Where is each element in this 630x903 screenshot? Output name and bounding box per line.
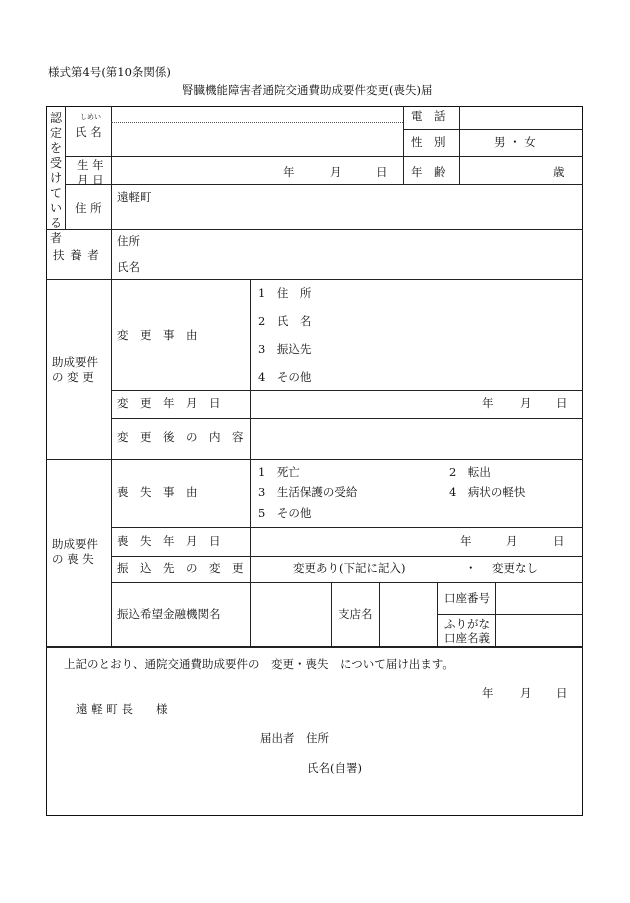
account-name-label-2: 口座名義 bbox=[444, 631, 490, 645]
age-label: 年 齢 bbox=[411, 165, 446, 179]
change-reason-option[interactable]: 4 その他 bbox=[258, 370, 312, 384]
change-reason-option[interactable]: 2 氏 名 bbox=[258, 314, 312, 328]
form-title: 腎臓機能障害者通院交通費助成要件変更(喪失)届 bbox=[182, 83, 433, 97]
birthdate-label: 生 年 bbox=[77, 158, 104, 172]
birth-year-unit: 年 bbox=[283, 165, 295, 179]
loss-day-unit: 日 bbox=[553, 534, 565, 548]
loss-year-unit: 年 bbox=[460, 534, 472, 548]
account-name-label: ふりがな bbox=[444, 617, 490, 631]
change-reason-option[interactable]: 1 住 所 bbox=[258, 286, 312, 300]
loss-section-label-2: の 喪 失 bbox=[52, 552, 94, 566]
transfer-change-yes-option[interactable]: 変更あり(下記に記入) bbox=[293, 561, 406, 575]
form-number: 様式第4号(第10条関係) bbox=[48, 65, 171, 79]
transfer-change-label: 振 込 先 の 変 更 bbox=[117, 561, 244, 575]
declaration-month-unit: 月 bbox=[520, 686, 532, 700]
phone-label: 電 話 bbox=[411, 109, 446, 123]
change-section-label: 助成要件 bbox=[52, 355, 98, 369]
name-furigana: しめい bbox=[80, 113, 101, 121]
declaration-day-unit: 日 bbox=[556, 686, 568, 700]
change-day-unit: 日 bbox=[556, 396, 568, 410]
addressee: 遠 軽 町 長 様 bbox=[76, 702, 168, 716]
transfer-change-separator: ・ bbox=[465, 561, 477, 575]
address-label: 住 所 bbox=[75, 201, 102, 215]
loss-reason-option[interactable]: 1 死亡 bbox=[258, 465, 300, 479]
change-year-unit: 年 bbox=[482, 396, 494, 410]
change-reason-label: 変 更 事 由 bbox=[117, 328, 198, 342]
divider bbox=[46, 279, 583, 280]
gender-label: 性 別 bbox=[411, 135, 446, 149]
gender-options[interactable]: 男 ・ 女 bbox=[494, 135, 536, 149]
loss-reason-option[interactable]: 5 その他 bbox=[258, 506, 312, 520]
declaration-year-unit: 年 bbox=[482, 686, 494, 700]
divider bbox=[46, 459, 583, 460]
change-reason-option[interactable]: 3 振込先 bbox=[258, 342, 312, 356]
name-label: 氏 名 bbox=[75, 125, 102, 139]
declaration-text: 上記のとおり、通院交通費助成要件の 変更・喪失 について届け出ます。 bbox=[64, 657, 454, 671]
change-month-unit: 月 bbox=[520, 396, 532, 410]
loss-reason-option[interactable]: 2 転出 bbox=[449, 465, 491, 479]
loss-section-label: 助成要件 bbox=[52, 537, 98, 551]
applicant-section-label: 認定を受けている者 bbox=[49, 111, 62, 245]
divider bbox=[46, 229, 583, 230]
loss-reason-label: 喪 失 事 由 bbox=[117, 485, 198, 499]
birth-month-unit: 月 bbox=[330, 165, 342, 179]
loss-date-label: 喪 失 年 月 日 bbox=[117, 534, 221, 548]
dependent-label: 扶 養 者 bbox=[53, 248, 100, 262]
change-content-label: 変 更 後 の 内 容 bbox=[117, 430, 244, 444]
birth-day-unit: 日 bbox=[376, 165, 388, 179]
address-prefix: 遠軽町 bbox=[117, 190, 152, 204]
change-section-label-2: の 変 更 bbox=[52, 370, 94, 384]
transfer-change-no-option[interactable]: 変更なし bbox=[492, 561, 538, 575]
divider bbox=[46, 646, 583, 648]
account-number-label: 口座番号 bbox=[444, 591, 490, 605]
loss-reason-option[interactable]: 4 病状の軽快 bbox=[449, 485, 526, 499]
birthdate-label-2: 月 日 bbox=[77, 173, 104, 187]
loss-month-unit: 月 bbox=[506, 534, 518, 548]
dependent-name-label: 氏名 bbox=[117, 260, 140, 274]
age-unit: 歳 bbox=[553, 165, 565, 179]
bank-label: 振込希望金融機関名 bbox=[117, 607, 221, 621]
submitter-address-label: 届出者 住所 bbox=[260, 731, 329, 745]
change-date-label: 変 更 年 月 日 bbox=[117, 396, 221, 410]
dependent-address-label: 住所 bbox=[117, 234, 140, 248]
branch-label: 支店名 bbox=[338, 607, 373, 621]
loss-reason-option[interactable]: 3 生活保護の受給 bbox=[258, 485, 358, 499]
submitter-name-label: 氏名(自署) bbox=[307, 761, 362, 775]
